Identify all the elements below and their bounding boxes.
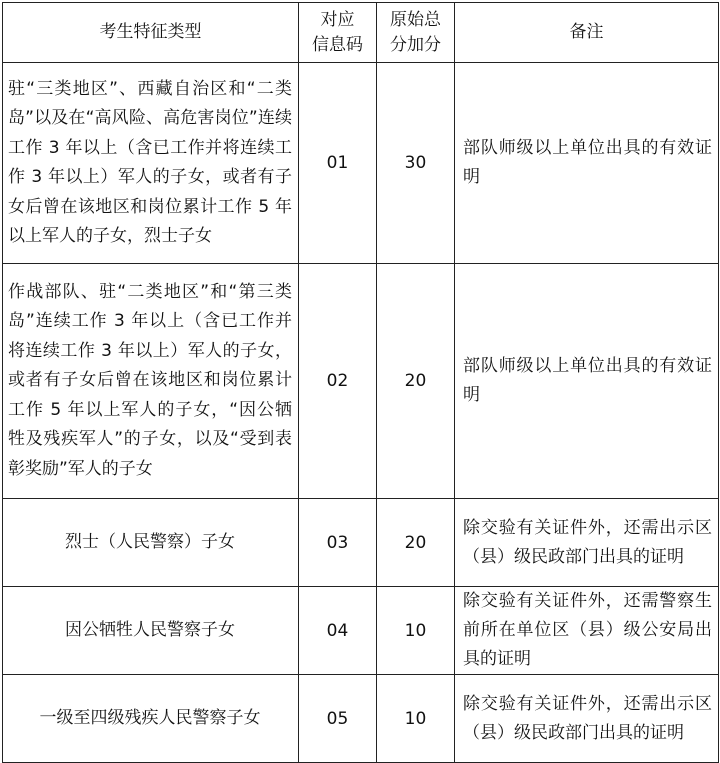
header-type: 考生特征类型 [3, 3, 299, 63]
bonus-points-table [2, 2, 719, 763]
table-row [3, 675, 719, 763]
table-row [3, 499, 719, 587]
row-points: 30 [377, 63, 455, 264]
row-type: 一级至四级残疾人民警察子女 [3, 675, 299, 763]
row-type: 作战部队、驻“二类地区”和“第三类岛”连续工作 3 年以上（含已工作并将连续工作 3 年以上）军人的子女，或者有子女后曾在该地区和岗位累计工作 5 年以上军人的子女，“因公牺牲及残疾军人”的子女，以及“受到表彰奖励”军人的子女 [3, 264, 299, 499]
row-code: 03 [299, 499, 377, 587]
row-note: 部队师级以上单位出具的有效证明 [455, 63, 719, 264]
header-points-line2: 分加分 [390, 34, 441, 55]
row-points: 20 [377, 264, 455, 499]
row-points: 10 [377, 587, 455, 675]
table-row [3, 63, 719, 264]
row-type: 驻“三类地区”、西藏自治区和“二类岛”以及在“高风险、高危害岗位”连续工作 3 年以上（含已工作并将连续工作 3 年以上）军人的子女，或者有子女后曾在该地区和岗位累计工作 5 年以上军人的子女，烈士子女 [3, 63, 299, 264]
row-note: 除交验有关证件外，还需出示区（县）级民政部门出具的证明 [455, 675, 719, 763]
row-points: 20 [377, 499, 455, 587]
table-header-row [3, 3, 719, 63]
header-note: 备注 [455, 3, 719, 63]
header-code-line2: 信息码 [312, 34, 363, 55]
row-code: 02 [299, 264, 377, 499]
row-code: 04 [299, 587, 377, 675]
row-points: 10 [377, 675, 455, 763]
table-row [3, 264, 719, 499]
row-code: 05 [299, 675, 377, 763]
header-points-line1: 原始总 [390, 9, 441, 30]
header-code-line1: 对应 [320, 9, 355, 30]
table-row [3, 587, 719, 675]
row-note: 除交验有关证件外，还需出示区（县）级民政部门出具的证明 [455, 499, 719, 587]
row-note: 部队师级以上单位出具的有效证明 [455, 264, 719, 499]
row-type: 因公牺牲人民警察子女 [3, 587, 299, 675]
row-type: 烈士（人民警察）子女 [3, 499, 299, 587]
row-code: 01 [299, 63, 377, 264]
header-points [377, 3, 455, 63]
header-code [299, 3, 377, 63]
row-note: 除交验有关证件外，还需警察生前所在单位区（县）级公安局出具的证明 [455, 587, 719, 675]
